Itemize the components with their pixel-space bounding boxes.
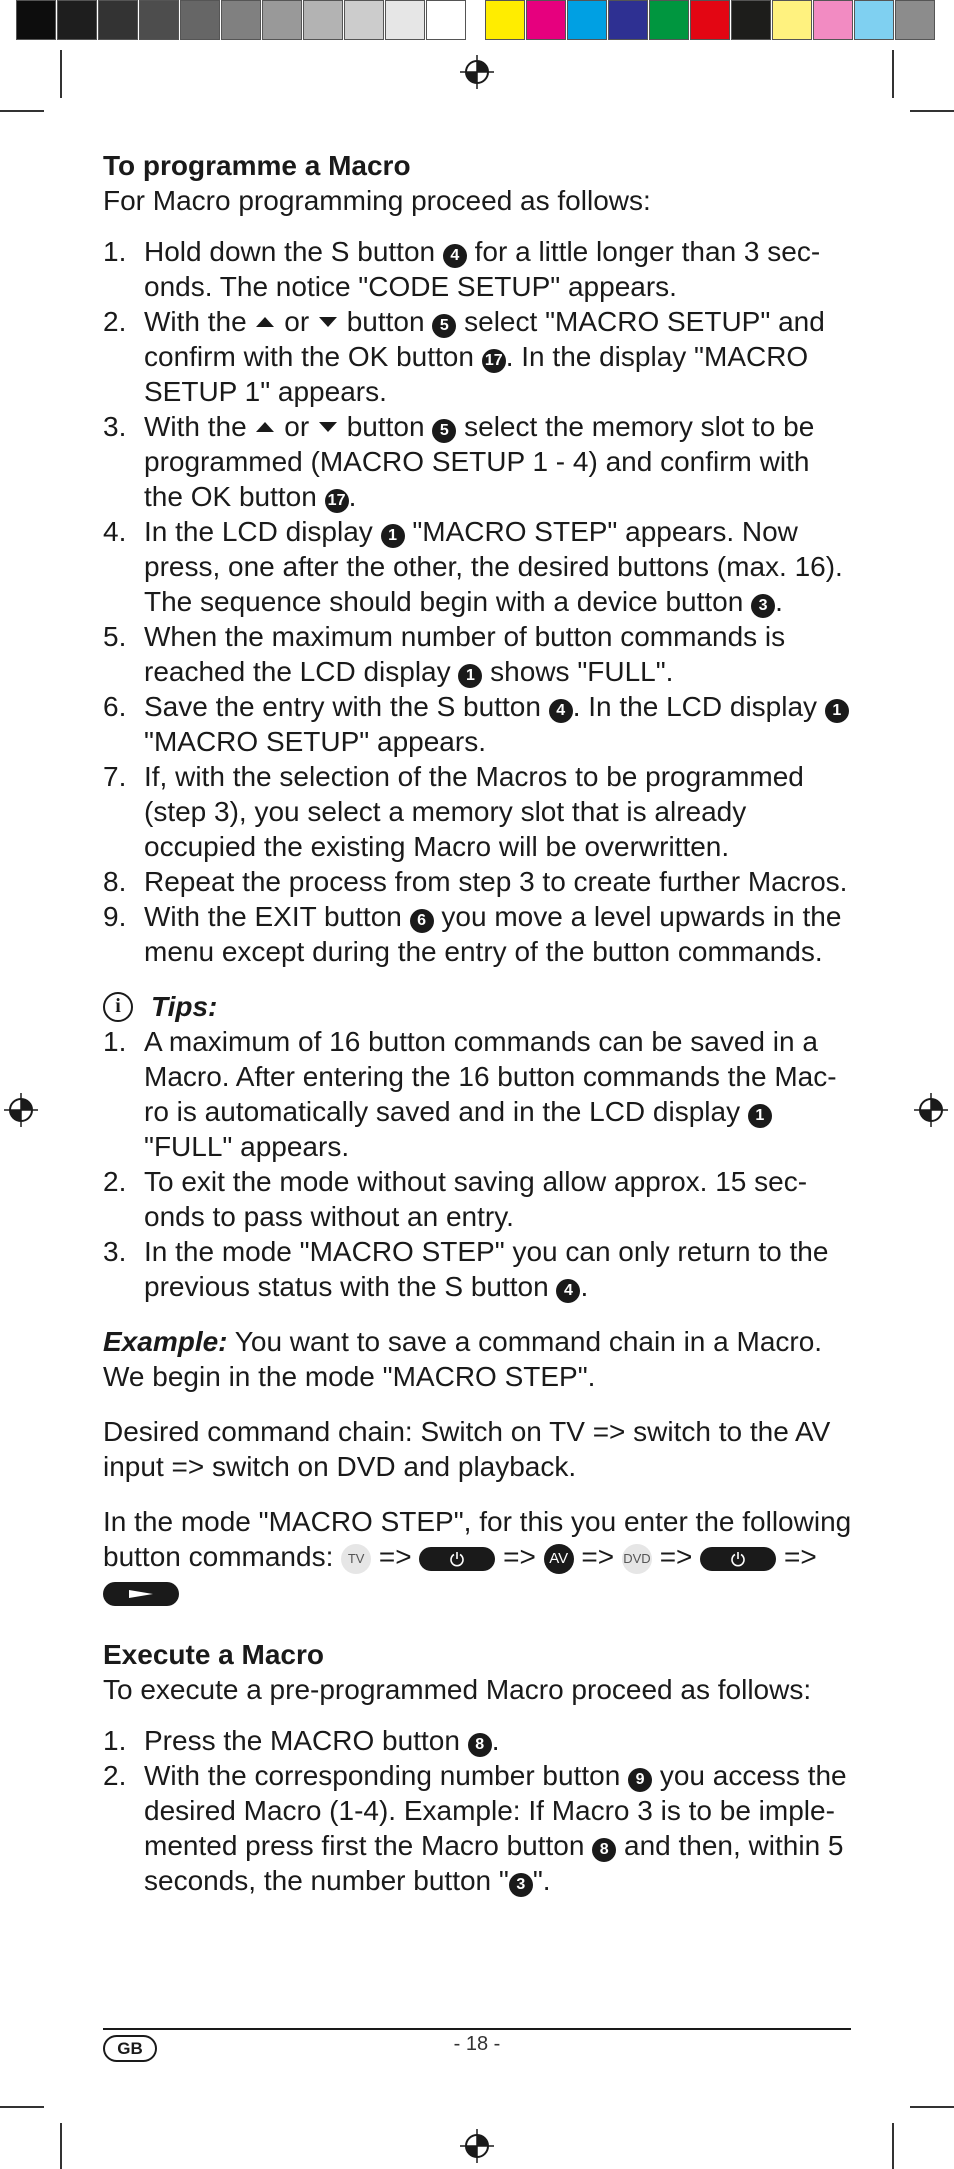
callout-number: 4 (556, 1279, 580, 1303)
list-number: 2. (103, 306, 127, 337)
section-intro: To execute a pre-programmed Macro proceed as follows: (103, 1674, 812, 1705)
tip-text: To exit the mode without saving allow approx. 15 sec-onds to pass without an entry. (144, 1166, 808, 1232)
footer-rule (103, 2028, 851, 2030)
swatch-gap (467, 0, 485, 44)
registration-mark-icon (460, 2129, 494, 2163)
step-text: select "MACRO SETUP" and confirm with the OK button (144, 306, 825, 372)
list-item (103, 514, 853, 619)
registration-mark-icon (460, 55, 494, 89)
step-text: "MACRO STEP" appears. Now press, one after the other, the desired buttons (max. 16). The sequence should begin with a device button (144, 516, 843, 617)
callout-number: 1 (458, 664, 482, 688)
list-number: 4. (103, 516, 127, 547)
gray-swatch (385, 0, 425, 40)
callout-number: 8 (592, 1838, 616, 1862)
crop-mark (0, 110, 44, 112)
sequence-arrow: => (371, 1541, 420, 1572)
section-title: Execute a Macro (103, 1639, 324, 1670)
step-text: In the LCD display (144, 516, 381, 547)
color-swatch (608, 0, 648, 40)
list-number: 6. (103, 691, 127, 722)
step-text: With the (144, 306, 255, 337)
callout-number: 5 (432, 419, 456, 443)
gray-swatch (303, 0, 343, 40)
step-text: for a little longer than 3 sec-onds. The notice "CODE SETUP" appears. (144, 236, 821, 302)
crop-mark (892, 50, 894, 98)
crop-mark (60, 50, 62, 98)
tip-text: . (580, 1271, 589, 1302)
callout-number: 4 (549, 699, 573, 723)
page-number: - 18 - (453, 2033, 501, 2055)
button-sequence-paragraph (103, 1504, 853, 1609)
color-swatch (526, 0, 566, 40)
step-text: or (276, 306, 317, 337)
info-icon: i (103, 992, 133, 1022)
play-button-icon (103, 1582, 179, 1606)
tip-text: A maximum of 16 button commands can be saved in a Macro. After entering the 16 button commands the Mac-ro is automatically saved and in the LCD display (144, 1026, 837, 1127)
step-text: Press the MACRO button (144, 1725, 468, 1756)
list-number: 7. (103, 761, 127, 792)
crop-mark (0, 2106, 44, 2108)
crop-mark (910, 110, 954, 112)
av-button-icon: AV (544, 1544, 574, 1574)
list-item (103, 899, 853, 969)
list-number: 1. (103, 236, 127, 267)
arrow-down-icon (319, 317, 337, 327)
list-number: 2. (103, 1166, 127, 1197)
list-number: 1. (103, 1725, 127, 1756)
callout-number: 17 (482, 349, 506, 373)
list-item (103, 409, 853, 514)
list-item (103, 1164, 853, 1234)
color-swatch (567, 0, 607, 40)
step-text: "MACRO SETUP" appears. (144, 726, 486, 757)
programming-steps (103, 234, 853, 969)
callout-number: 17 (325, 489, 349, 513)
color-swatch (485, 0, 525, 40)
color-swatch (690, 0, 730, 40)
tv-button-icon: TV (341, 1544, 371, 1574)
gray-swatch (426, 0, 466, 40)
list-item (103, 619, 853, 689)
language-badge: GB (103, 2035, 157, 2062)
gray-swatch (262, 0, 302, 40)
step-text: and then, within 5 seconds, the number button " (144, 1830, 844, 1896)
list-number: 1. (103, 1026, 127, 1057)
gray-swatch (344, 0, 384, 40)
step-text: ". (532, 1865, 551, 1896)
list-item (103, 759, 853, 864)
list-number: 9. (103, 901, 127, 932)
tips-heading (103, 989, 853, 1024)
step-text: . (491, 1725, 500, 1756)
gray-swatch (98, 0, 138, 40)
gray-swatch (139, 0, 179, 40)
gray-swatch (57, 0, 97, 40)
callout-number: 9 (628, 1768, 652, 1792)
example-text: You want to save a command chain in a Macro. We begin in the mode "MACRO STEP". (103, 1326, 823, 1392)
tips-list (103, 1024, 853, 1304)
step-text: If, with the selection of the Macros to be programmed (step 3), you select a memory slot that is already occupied the existing Macro will be overwritten. (144, 761, 804, 862)
tip-text: In the mode "MACRO STEP" you can only return to the previous status with the S button (144, 1236, 829, 1302)
step-text: you access the desired Macro (1-4). Example: If Macro 3 is to be imple-mented press first the Macro button (144, 1760, 847, 1861)
list-item (103, 1758, 853, 1898)
callout-number: 8 (468, 1733, 492, 1757)
step-text: shows "FULL". (482, 656, 674, 687)
section-intro: For Macro programming proceed as follows: (103, 185, 651, 216)
step-text: you move a level upwards in the menu except during the entry of the button commands. (144, 901, 842, 967)
tips-title: Tips: (151, 991, 218, 1022)
step-text: Repeat the process from step 3 to create further Macros. (144, 866, 848, 897)
callout-number: 4 (443, 244, 467, 268)
example-label: Example: (103, 1326, 228, 1357)
callout-number: 3 (751, 594, 775, 618)
sequence-arrow: => (651, 1541, 701, 1572)
color-swatch (731, 0, 771, 40)
list-number: 8. (103, 866, 127, 897)
color-swatch (854, 0, 894, 40)
step-text: Hold down the S button (144, 236, 443, 267)
callout-number: 6 (410, 909, 434, 933)
list-item (103, 234, 853, 304)
callout-number: 1 (748, 1104, 772, 1128)
arrow-up-icon (256, 317, 274, 327)
callout-number: 3 (509, 1873, 533, 1897)
color-swatch (649, 0, 689, 40)
list-number: 3. (103, 1236, 127, 1267)
list-item (103, 304, 853, 409)
gray-swatch (180, 0, 220, 40)
step-text: . In the display "MACRO SETUP 1" appears. (144, 341, 809, 407)
callout-number: 1 (381, 524, 405, 548)
list-item (103, 1723, 853, 1758)
step-text: With the corresponding number button (144, 1760, 629, 1791)
step-text: . (775, 586, 783, 617)
list-number: 2. (103, 1760, 127, 1791)
color-swatch (895, 0, 935, 40)
sequence-arrow: => (495, 1541, 544, 1572)
gray-swatch (16, 0, 56, 40)
list-item (103, 689, 853, 759)
list-number: 5. (103, 621, 127, 652)
execute-steps (103, 1723, 853, 1898)
list-item (103, 864, 853, 899)
step-text: When the maximum number of button commands is reached the LCD display (144, 621, 786, 687)
crop-mark (910, 2106, 954, 2108)
crop-mark (60, 2123, 62, 2169)
tip-text: "FULL" appears. (144, 1131, 350, 1162)
gray-swatch (221, 0, 261, 40)
step-text: . In the LCD display (572, 691, 825, 722)
step-text: With the (144, 411, 255, 442)
step-text: or (276, 411, 317, 442)
step-text: select the memory slot to be programmed (MACRO SETUP 1 - 4) and confirm with the OK button (144, 411, 815, 512)
sequence-arrow: => (776, 1541, 817, 1572)
step-text: button (338, 411, 433, 442)
step-text: . (348, 481, 357, 512)
list-number: 3. (103, 411, 127, 442)
list-item (103, 1024, 853, 1164)
list-item (103, 1234, 853, 1304)
section-title: To programme a Macro (103, 150, 411, 181)
registration-mark-icon (4, 1093, 38, 1127)
callout-number: 5 (432, 314, 456, 338)
dvd-button-icon: DVD (622, 1544, 652, 1574)
sequence-intro: In the mode "MACRO STEP", for this you enter the following button commands: (103, 1506, 852, 1572)
sequence-arrow: => (573, 1541, 622, 1572)
step-text: Save the entry with the S button (144, 691, 549, 722)
power-button-icon (419, 1547, 495, 1571)
step-text: button (338, 306, 433, 337)
power-button-icon (700, 1547, 776, 1571)
registration-mark-icon (914, 1093, 948, 1127)
color-swatch (772, 0, 812, 40)
page-content (103, 148, 853, 1898)
color-swatch (813, 0, 853, 40)
crop-mark (892, 2123, 894, 2169)
example-paragraph (103, 1324, 853, 1394)
command-chain-text: Desired command chain: Switch on TV => switch to the AV input => switch on DVD and playback. (103, 1416, 831, 1482)
arrow-up-icon (256, 422, 274, 432)
step-text: With the EXIT button (144, 901, 410, 932)
print-color-bar (16, 0, 936, 44)
arrow-down-icon (319, 422, 337, 432)
callout-number: 1 (825, 699, 849, 723)
